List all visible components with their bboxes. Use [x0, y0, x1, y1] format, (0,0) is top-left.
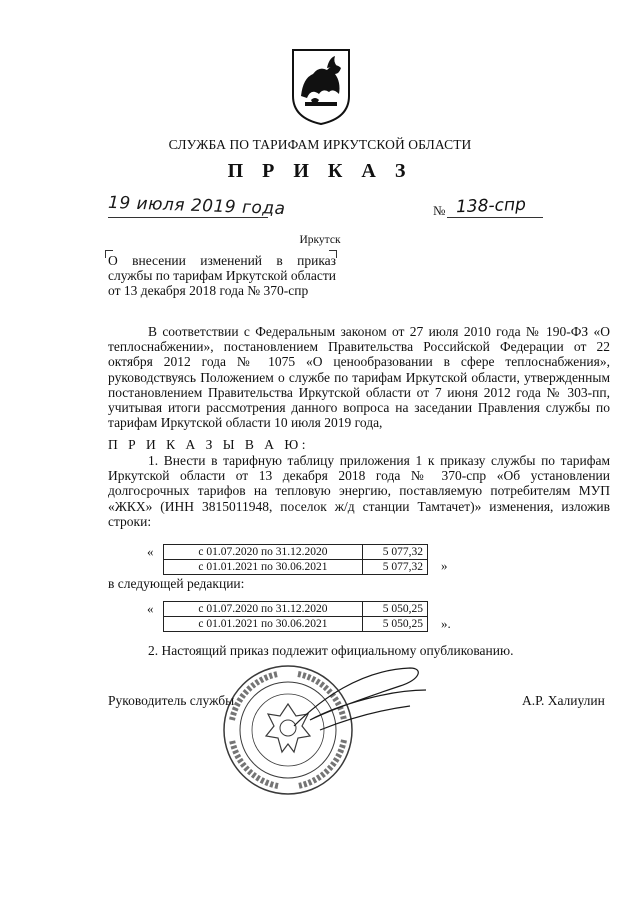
- handwritten-date: 19 июля 2019 года: [107, 192, 286, 220]
- new-edition-label: в следующей редакции:: [108, 576, 245, 591]
- value-cell: 5 050,25: [363, 617, 428, 632]
- handwritten-signature-icon: [290, 660, 430, 740]
- table-row: [164, 602, 428, 617]
- date-underline: [108, 217, 268, 218]
- quote-close-1: »: [441, 558, 448, 573]
- preamble-paragraph: В соответствии с Федеральным законом от 27 июля 2010 года № 190-ФЗ «О теплоснабжении», постановлением Правительства Российской Федерации от 22 октября 2012 года № 1075 «О ценообразовании в сфере теплоснабжения», руководствуясь Положением о службе по тарифам Иркутской области, утвержденным постановлением Правительства Иркутской области от 7 июня 2012 года № 303-пп, учитывая итоги рассмотрения данного вопроса на заседании Правления службы по тарифам Иркутской области 10 июля 2019 года,: [108, 324, 610, 431]
- period-cell: с 01.01.2021 по 30.06.2021: [164, 560, 363, 575]
- old-rates-table: [163, 544, 428, 575]
- document-subject: О внесении изменений в приказ службы по тарифам Иркутской области от 13 декабря 2018 года № 370-спр: [108, 253, 336, 298]
- period-cell: с 01.07.2020 по 31.12.2020: [164, 545, 363, 560]
- item-1-paragraph: 1. Внести в тарифную таблицу приложения 1 к приказу службы по тарифам Иркутской области от 13 декабря 2018 года № 370-спр «Об установлении долгосрочных тарифов на тепловую энергию, поставляемую потребителям МУП «ЖКХ» (ИНН 3815011948, поселок ж/д станции Тамтачет)» изменения, изложив строки:: [108, 453, 610, 529]
- table-row: [164, 545, 428, 560]
- signatory-name: А.Р. Халиулин: [522, 693, 605, 708]
- period-cell: с 01.07.2020 по 31.12.2020: [164, 602, 363, 617]
- document-type-title: П Р И К А З: [227, 160, 413, 182]
- value-cell: 5 050,25: [363, 602, 428, 617]
- order-word: П Р И К А З Ы В А Ю:: [108, 437, 310, 452]
- period-cell: с 01.01.2021 по 30.06.2021: [164, 617, 363, 632]
- value-cell: 5 077,32: [363, 545, 428, 560]
- number-underline: [447, 217, 543, 218]
- coat-of-arms-icon: [289, 44, 353, 126]
- new-rates-table: [163, 601, 428, 632]
- table-row: [164, 617, 428, 632]
- quote-close-2: ».: [441, 616, 451, 631]
- city-name: Иркутск: [299, 234, 341, 246]
- number-prefix: №: [433, 203, 446, 218]
- quote-open-1: «: [147, 544, 154, 559]
- table-row: [164, 560, 428, 575]
- item-2-paragraph: 2. Настоящий приказ подлежит официальному опубликованию.: [148, 643, 514, 658]
- handwritten-number: 138-спр: [455, 194, 527, 218]
- value-cell: 5 077,32: [363, 560, 428, 575]
- quote-open-2: «: [147, 601, 154, 616]
- signatory-position: Руководитель службы: [108, 693, 235, 708]
- agency-name: СЛУЖБА ПО ТАРИФАМ ИРКУТСКОЙ ОБЛАСТИ: [168, 137, 472, 152]
